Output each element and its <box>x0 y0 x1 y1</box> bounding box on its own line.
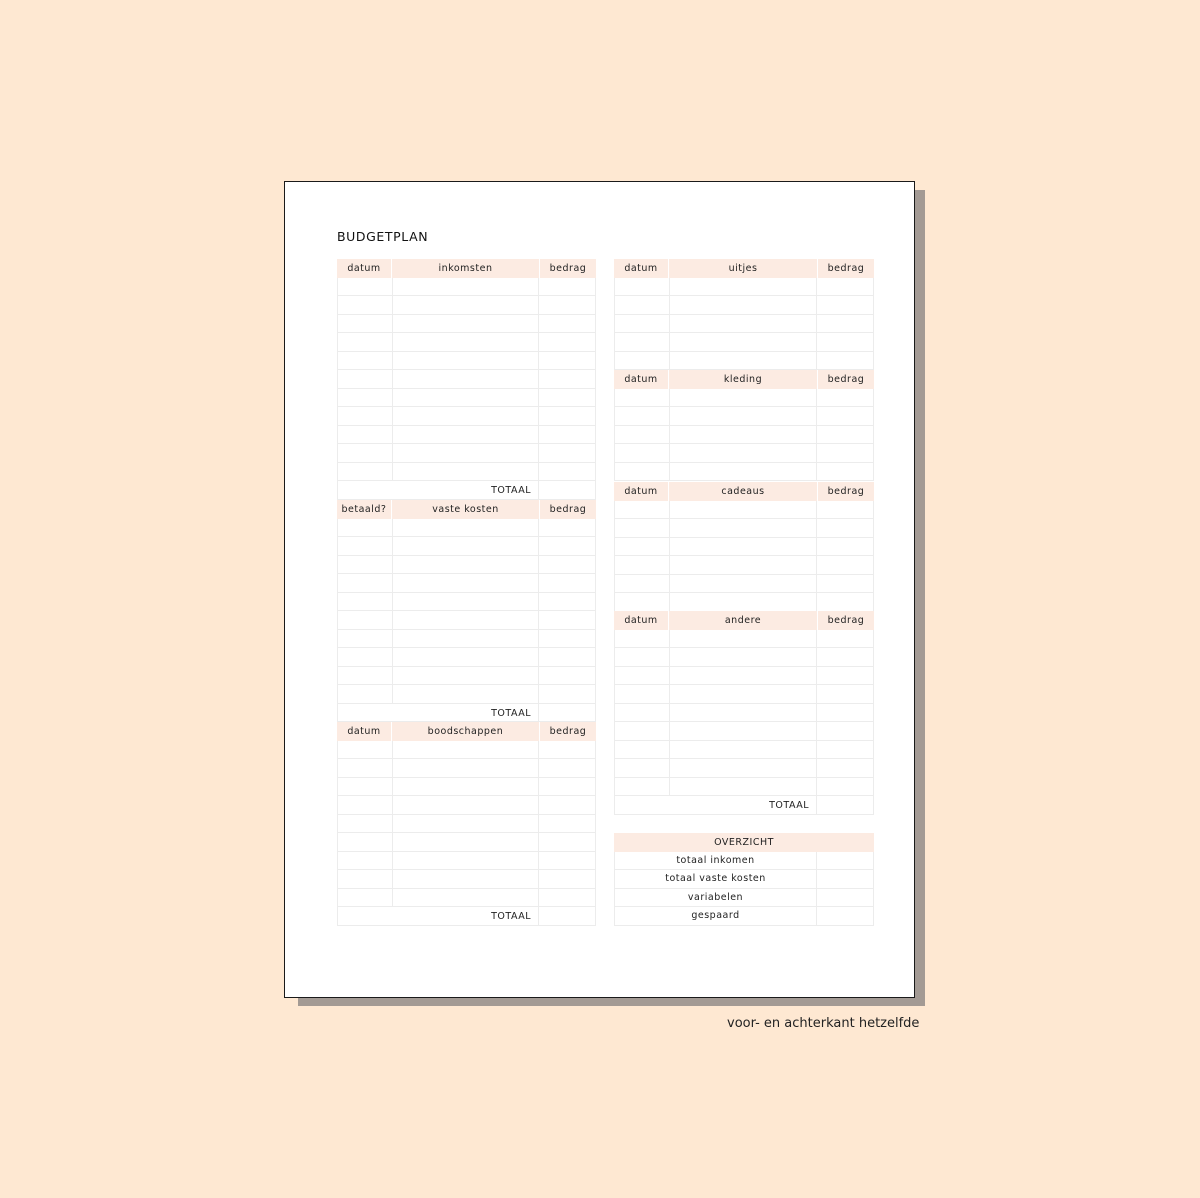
entry-description-cell[interactable] <box>393 407 539 425</box>
entry-amount-cell[interactable] <box>817 463 873 481</box>
entry-description-cell[interactable] <box>393 537 539 555</box>
table-body[interactable] <box>337 519 596 704</box>
entry-description-cell[interactable] <box>393 426 539 444</box>
entry-date-cell[interactable] <box>338 370 393 388</box>
entry-amount-cell[interactable] <box>539 833 595 851</box>
table-body[interactable] <box>614 630 874 797</box>
table-header <box>337 500 596 519</box>
entry-description-cell[interactable] <box>670 685 817 703</box>
entry-description-cell[interactable] <box>393 519 539 537</box>
entry-description-cell[interactable] <box>670 296 817 314</box>
header-date: datum <box>614 482 669 501</box>
entry-description-cell[interactable] <box>393 333 539 351</box>
entry-amount-cell[interactable] <box>817 593 873 611</box>
entry-row[interactable] <box>338 444 595 463</box>
entry-description-cell[interactable] <box>670 648 817 666</box>
entry-row[interactable] <box>615 556 873 575</box>
entry-row[interactable] <box>338 778 595 797</box>
entry-row[interactable] <box>338 315 595 334</box>
entry-amount-cell[interactable] <box>539 315 595 333</box>
entry-row[interactable] <box>615 778 873 797</box>
table-body[interactable] <box>337 278 596 482</box>
entry-row[interactable] <box>338 667 595 686</box>
entry-date-cell[interactable] <box>615 593 670 611</box>
total-row <box>337 907 596 926</box>
entry-description-cell[interactable] <box>393 630 539 648</box>
total-label: TOTAAL <box>338 704 539 722</box>
table-header <box>614 611 874 630</box>
entry-row[interactable] <box>338 574 595 593</box>
table-header <box>614 482 874 501</box>
entry-amount-cell[interactable] <box>539 870 595 888</box>
entry-row[interactable] <box>615 575 873 594</box>
entry-amount-cell[interactable] <box>539 778 595 796</box>
entry-date-cell[interactable] <box>338 833 393 851</box>
entry-date-cell[interactable] <box>615 426 670 444</box>
entry-row[interactable] <box>338 537 595 556</box>
entry-date-cell[interactable] <box>338 889 393 907</box>
entry-description-cell[interactable] <box>393 778 539 796</box>
overzicht-row <box>614 907 874 926</box>
entry-date-cell[interactable] <box>338 685 393 703</box>
entry-amount-cell[interactable] <box>539 444 595 462</box>
entry-row[interactable] <box>338 389 595 408</box>
entry-description-cell[interactable] <box>670 333 817 351</box>
entry-amount-cell[interactable] <box>817 648 873 666</box>
entry-row[interactable] <box>338 426 595 445</box>
overzicht-label: gespaard <box>615 907 817 925</box>
entry-description-cell[interactable] <box>670 352 817 370</box>
entry-date-cell[interactable] <box>338 537 393 555</box>
entry-row[interactable] <box>615 407 873 426</box>
entry-description-cell[interactable] <box>670 407 817 425</box>
entry-amount-cell[interactable] <box>817 704 873 722</box>
header-category: cadeaus <box>669 482 818 501</box>
entry-description-cell[interactable] <box>670 759 817 777</box>
entry-row[interactable] <box>338 463 595 482</box>
entry-amount-cell[interactable] <box>539 796 595 814</box>
entry-date-cell[interactable] <box>338 852 393 870</box>
header-date: datum <box>614 611 669 630</box>
entry-amount-cell[interactable] <box>817 667 873 685</box>
total-label: TOTAAL <box>338 481 539 499</box>
entry-description-cell[interactable] <box>393 296 539 314</box>
entry-description-cell[interactable] <box>393 648 539 666</box>
entry-amount-cell[interactable] <box>539 611 595 629</box>
entry-description-cell[interactable] <box>393 389 539 407</box>
entry-row[interactable] <box>338 648 595 667</box>
entry-amount-cell[interactable] <box>817 315 873 333</box>
entry-amount-cell[interactable] <box>817 352 873 370</box>
entry-date-cell[interactable] <box>338 778 393 796</box>
entry-amount-cell[interactable] <box>539 574 595 592</box>
table-body[interactable] <box>337 741 596 908</box>
overzicht-value-field[interactable] <box>817 852 873 870</box>
entry-row[interactable] <box>338 889 595 908</box>
entry-date-cell[interactable] <box>615 648 670 666</box>
entry-row[interactable] <box>615 538 873 557</box>
overzicht-header: OVERZICHT <box>614 833 874 852</box>
document-title: BUDGETPLAN <box>337 229 429 244</box>
entry-date-cell[interactable] <box>615 278 670 296</box>
entry-amount-cell[interactable] <box>539 296 595 314</box>
entry-amount-cell[interactable] <box>539 333 595 351</box>
entry-description-cell[interactable] <box>670 278 817 296</box>
entry-description-cell[interactable] <box>393 278 539 296</box>
total-row <box>614 796 874 815</box>
entry-amount-cell[interactable] <box>539 407 595 425</box>
entry-row[interactable] <box>615 389 873 408</box>
entry-row[interactable] <box>338 685 595 704</box>
entry-amount-cell[interactable] <box>539 741 595 759</box>
total-value-field[interactable] <box>539 481 595 499</box>
entry-description-cell[interactable] <box>393 815 539 833</box>
entry-row[interactable] <box>338 370 595 389</box>
entry-row[interactable] <box>338 352 595 371</box>
overzicht-row <box>614 870 874 889</box>
entry-row[interactable] <box>338 333 595 352</box>
entry-row[interactable] <box>615 519 873 538</box>
entry-description-cell[interactable] <box>670 426 817 444</box>
entry-row[interactable] <box>615 501 873 520</box>
entry-date-cell[interactable] <box>615 407 670 425</box>
entry-row[interactable] <box>615 667 873 686</box>
table-boodschappen <box>337 722 596 926</box>
entry-row[interactable] <box>615 278 873 297</box>
total-row <box>337 704 596 723</box>
entry-row[interactable] <box>615 704 873 723</box>
entry-amount-cell[interactable] <box>539 370 595 388</box>
entry-amount-cell[interactable] <box>817 685 873 703</box>
entry-amount-cell[interactable] <box>539 537 595 555</box>
entry-amount-cell[interactable] <box>539 519 595 537</box>
total-label: TOTAAL <box>338 907 539 925</box>
entry-amount-cell[interactable] <box>817 296 873 314</box>
entry-description-cell[interactable] <box>670 778 817 796</box>
entry-description-cell[interactable] <box>393 796 539 814</box>
header-amount: bedrag <box>827 485 865 497</box>
entry-amount-cell[interactable] <box>539 278 595 296</box>
entry-description-cell[interactable] <box>393 741 539 759</box>
entry-row[interactable] <box>615 648 873 667</box>
entry-amount-cell[interactable] <box>817 389 873 407</box>
header-category: kleding <box>669 370 818 389</box>
entry-date-cell[interactable] <box>615 741 670 759</box>
entry-date-cell[interactable] <box>338 796 393 814</box>
entry-row[interactable] <box>615 463 873 482</box>
entry-date-cell[interactable] <box>338 333 393 351</box>
entry-row[interactable] <box>615 296 873 315</box>
total-value-field[interactable] <box>539 907 595 925</box>
entry-date-cell[interactable] <box>338 463 393 481</box>
entry-date-cell[interactable] <box>615 575 670 593</box>
entry-date-cell[interactable] <box>615 333 670 351</box>
entry-date-cell[interactable] <box>615 630 670 648</box>
entry-date-cell[interactable] <box>338 667 393 685</box>
entry-date-cell[interactable] <box>615 352 670 370</box>
entry-date-cell[interactable] <box>338 389 393 407</box>
overzicht-label: totaal vaste kosten <box>615 870 817 888</box>
header-category: inkomsten <box>392 259 540 278</box>
entry-date-cell[interactable] <box>338 296 393 314</box>
entry-row[interactable] <box>338 759 595 778</box>
entry-row[interactable] <box>615 685 873 704</box>
table-header <box>337 259 596 278</box>
entry-description-cell[interactable] <box>670 593 817 611</box>
entry-amount-cell[interactable] <box>539 667 595 685</box>
entry-row[interactable] <box>338 278 595 297</box>
entry-amount-cell[interactable] <box>539 556 595 574</box>
entry-description-cell[interactable] <box>393 315 539 333</box>
header-amount: bedrag <box>827 373 865 385</box>
entry-description-cell[interactable] <box>393 352 539 370</box>
entry-row[interactable] <box>615 593 873 612</box>
entry-date-cell[interactable] <box>615 296 670 314</box>
overzicht-row <box>614 852 874 871</box>
entry-description-cell[interactable] <box>393 685 539 703</box>
entry-row[interactable] <box>615 444 873 463</box>
entry-date-cell[interactable] <box>338 407 393 425</box>
entry-amount-cell[interactable] <box>817 444 873 462</box>
entry-amount-cell[interactable] <box>539 593 595 611</box>
entry-date-cell[interactable] <box>338 519 393 537</box>
entry-description-cell[interactable] <box>393 556 539 574</box>
entry-amount-cell[interactable] <box>539 352 595 370</box>
entry-description-cell[interactable] <box>393 833 539 851</box>
overzicht-value-field[interactable] <box>817 907 873 925</box>
header-amount: bedrag <box>549 725 587 737</box>
entry-description-cell[interactable] <box>393 852 539 870</box>
entry-date-cell[interactable] <box>615 722 670 740</box>
entry-amount-cell[interactable] <box>539 630 595 648</box>
entry-date-cell[interactable] <box>338 870 393 888</box>
entry-amount-cell[interactable] <box>817 759 873 777</box>
entry-description-cell[interactable] <box>670 575 817 593</box>
header-category: uitjes <box>669 259 818 278</box>
table-andere <box>614 611 874 815</box>
header-amount: bedrag <box>827 262 865 274</box>
entry-amount-cell[interactable] <box>539 463 595 481</box>
entry-description-cell[interactable] <box>670 741 817 759</box>
entry-date-cell[interactable] <box>338 278 393 296</box>
entry-amount-cell[interactable] <box>817 556 873 574</box>
entry-amount-cell[interactable] <box>817 778 873 796</box>
table-header <box>614 370 874 389</box>
header-category: vaste kosten <box>392 500 540 519</box>
entry-description-cell[interactable] <box>670 444 817 462</box>
entry-description-cell[interactable] <box>670 667 817 685</box>
header-date: datum <box>614 370 669 389</box>
header-amount: bedrag <box>549 262 587 274</box>
entry-row[interactable] <box>615 426 873 445</box>
entry-date-cell[interactable] <box>615 759 670 777</box>
entry-description-cell[interactable] <box>393 759 539 777</box>
total-value-field[interactable] <box>817 796 873 814</box>
overzicht-label: totaal inkomen <box>615 852 817 870</box>
entry-date-cell[interactable] <box>338 630 393 648</box>
entry-description-cell[interactable] <box>393 593 539 611</box>
entry-row[interactable] <box>338 296 595 315</box>
entry-description-cell[interactable] <box>670 519 817 537</box>
entry-amount-cell[interactable] <box>817 407 873 425</box>
entry-date-cell[interactable] <box>615 685 670 703</box>
entry-row[interactable] <box>338 519 595 538</box>
header-date: datum <box>337 259 392 278</box>
entry-description-cell[interactable] <box>393 444 539 462</box>
overzicht-value-field[interactable] <box>817 889 873 907</box>
entry-date-cell[interactable] <box>615 444 670 462</box>
table-header <box>614 259 874 278</box>
entry-row[interactable] <box>615 315 873 334</box>
entry-amount-cell[interactable] <box>539 889 595 907</box>
header-category: andere <box>669 611 818 630</box>
entry-row[interactable] <box>615 722 873 741</box>
table-vaste-kosten <box>337 500 596 722</box>
entry-description-cell[interactable] <box>670 315 817 333</box>
table-kleding <box>614 370 874 481</box>
entry-row[interactable] <box>338 741 595 760</box>
entry-date-cell[interactable] <box>338 741 393 759</box>
entry-row[interactable] <box>615 333 873 352</box>
entry-amount-cell[interactable] <box>539 815 595 833</box>
entry-row[interactable] <box>338 870 595 889</box>
entry-row[interactable] <box>615 352 873 371</box>
table-cadeaus <box>614 482 874 612</box>
entry-description-cell[interactable] <box>670 704 817 722</box>
entry-row[interactable] <box>338 630 595 649</box>
entry-amount-cell[interactable] <box>817 426 873 444</box>
entry-date-cell[interactable] <box>615 538 670 556</box>
overzicht-label: variabelen <box>615 889 817 907</box>
entry-date-cell[interactable] <box>338 352 393 370</box>
entry-date-cell[interactable] <box>615 704 670 722</box>
entry-amount-cell[interactable] <box>817 741 873 759</box>
entry-description-cell[interactable] <box>393 574 539 592</box>
entry-amount-cell[interactable] <box>539 389 595 407</box>
entry-amount-cell[interactable] <box>539 648 595 666</box>
overzicht-row <box>614 889 874 908</box>
entry-row[interactable] <box>338 852 595 871</box>
entry-description-cell[interactable] <box>670 538 817 556</box>
entry-amount-cell[interactable] <box>817 501 873 519</box>
table-overzicht <box>614 833 874 926</box>
entry-date-cell[interactable] <box>615 389 670 407</box>
entry-row[interactable] <box>615 759 873 778</box>
entry-description-cell[interactable] <box>670 501 817 519</box>
entry-date-cell[interactable] <box>615 315 670 333</box>
entry-date-cell[interactable] <box>615 667 670 685</box>
entry-row[interactable] <box>338 556 595 575</box>
entry-date-cell[interactable] <box>338 759 393 777</box>
entry-amount-cell[interactable] <box>539 852 595 870</box>
entry-row[interactable] <box>338 593 595 612</box>
entry-date-cell[interactable] <box>338 556 393 574</box>
table-body[interactable] <box>614 278 874 371</box>
entry-amount-cell[interactable] <box>539 759 595 777</box>
caption-text: voor- en achterkant hetzelfde <box>727 1016 920 1031</box>
entry-date-cell[interactable] <box>338 648 393 666</box>
entry-date-cell[interactable] <box>338 815 393 833</box>
header-amount: bedrag <box>549 503 587 515</box>
total-value-field[interactable] <box>539 704 595 722</box>
overzicht-value-field[interactable] <box>817 870 873 888</box>
header-date: datum <box>337 722 392 741</box>
entry-row[interactable] <box>338 611 595 630</box>
entry-date-cell[interactable] <box>615 556 670 574</box>
entry-description-cell[interactable] <box>393 889 539 907</box>
entry-date-cell[interactable] <box>338 426 393 444</box>
entry-date-cell[interactable] <box>338 593 393 611</box>
entry-description-cell[interactable] <box>670 556 817 574</box>
entry-description-cell[interactable] <box>393 370 539 388</box>
entry-amount-cell[interactable] <box>539 426 595 444</box>
entry-description-cell[interactable] <box>393 463 539 481</box>
entry-amount-cell[interactable] <box>817 519 873 537</box>
header-category: boodschappen <box>392 722 540 741</box>
entry-description-cell[interactable] <box>670 630 817 648</box>
entry-date-cell[interactable] <box>338 574 393 592</box>
entry-date-cell[interactable] <box>338 315 393 333</box>
table-uitjes <box>614 259 874 370</box>
entry-date-cell[interactable] <box>615 463 670 481</box>
entry-amount-cell[interactable] <box>817 575 873 593</box>
header-date: datum <box>614 259 669 278</box>
entry-amount-cell[interactable] <box>817 630 873 648</box>
table-body[interactable] <box>614 389 874 482</box>
entry-description-cell[interactable] <box>670 389 817 407</box>
table-inkomsten <box>337 259 596 500</box>
entry-amount-cell[interactable] <box>539 685 595 703</box>
entry-amount-cell[interactable] <box>817 333 873 351</box>
table-header <box>337 722 596 741</box>
table-body[interactable] <box>614 501 874 612</box>
entry-row[interactable] <box>338 796 595 815</box>
entry-description-cell[interactable] <box>393 611 539 629</box>
total-row <box>337 481 596 500</box>
entry-amount-cell[interactable] <box>817 722 873 740</box>
entry-date-cell[interactable] <box>338 444 393 462</box>
entry-description-cell[interactable] <box>670 722 817 740</box>
entry-row[interactable] <box>615 630 873 649</box>
header-paid: betaald? <box>337 500 392 519</box>
entry-date-cell[interactable] <box>615 778 670 796</box>
header-amount: bedrag <box>827 614 865 626</box>
entry-row[interactable] <box>338 815 595 834</box>
entry-description-cell[interactable] <box>670 463 817 481</box>
entry-amount-cell[interactable] <box>817 538 873 556</box>
total-label: TOTAAL <box>615 796 817 814</box>
entry-date-cell[interactable] <box>615 519 670 537</box>
entry-amount-cell[interactable] <box>817 278 873 296</box>
entry-description-cell[interactable] <box>393 667 539 685</box>
entry-row[interactable] <box>338 407 595 426</box>
entry-description-cell[interactable] <box>393 870 539 888</box>
entry-date-cell[interactable] <box>338 611 393 629</box>
entry-date-cell[interactable] <box>615 501 670 519</box>
entry-row[interactable] <box>615 741 873 760</box>
entry-row[interactable] <box>338 833 595 852</box>
